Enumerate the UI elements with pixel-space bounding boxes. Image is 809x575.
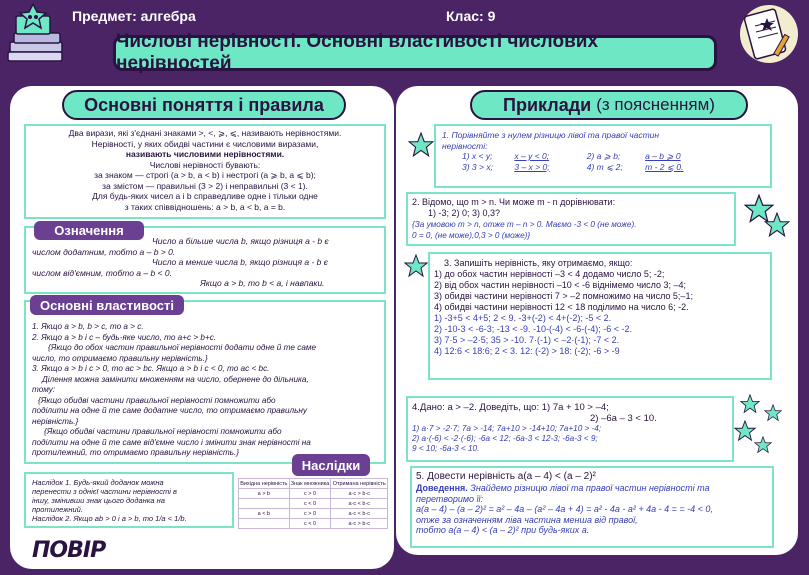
top-bar: [0, 0, 809, 34]
properties-tag: Основні властивості: [30, 295, 184, 315]
consequence-line: перенести з однієї частини нерівності в: [32, 487, 177, 496]
example-4-line: 4.Дано: a > –2. Доведіть, що: 1) 7a + 10 > –4;: [412, 402, 609, 413]
properties-box: [24, 300, 386, 464]
example-1-item: 2) a ⩾ b;: [586, 151, 621, 161]
example-2-solution: {За умовою m > n, отже m – n > 0. Маємо -3 < 0 (не може).: [412, 220, 637, 229]
example-3-solution: 4) 12:6 < 18:6; 2 < 3. 12: (-2) > 18: (-2); -6 > -9: [434, 346, 620, 356]
intro-line: за знаком — строгі (a > b, a < b) і нестрогі (a ⩾ b, a ⩽ b);: [94, 170, 316, 180]
intro-line: Нерівності, у яких обидві частини є числовими виразами,: [91, 138, 319, 149]
example-5-line: [416, 483, 768, 494]
definition-line: Число a менше числа b, якщо різниця a - b є: [152, 257, 328, 267]
property-line: 3. Якщо a > b i c > 0, то ac > bc. Якщо a > b i c < 0, то ac < bc.: [32, 364, 270, 373]
example-3-solution: 1) -3+5 < 4+5; 2 < 9. -3+(-2) < 4+(-2); -5 < 2.: [434, 313, 612, 323]
examples-heading: [470, 90, 748, 120]
definition-line: Число a більше числа b, якщо різниця a - b є: [152, 236, 329, 246]
definition-line: числом додатним, тобто a – b > 0.: [32, 246, 176, 257]
example-4-solution: 2) a·(-6) < -2·(-6); -6a < 12; -6a-3 < 12-3; -6a-3 < 9;: [412, 434, 598, 443]
property-line: 1. Якщо a > b, b > c, то a > c.: [32, 322, 144, 331]
intro-line: Для будь-яких чисел a і b справедливе одне і тільки одне: [92, 191, 318, 201]
table-cell: a > b: [239, 489, 290, 499]
consequence-line: протилежний.: [32, 505, 83, 514]
table-cell: a·c > b·c: [331, 489, 388, 499]
proof-label: Доведення.: [416, 483, 468, 493]
example-3-line: 3. Запишіть нерівність, яку отримаємо, якщо:: [444, 258, 633, 268]
example-1-answer: 3 – x > 0;: [514, 161, 550, 172]
star-icon: [740, 394, 760, 414]
table-cell: c > 0: [289, 489, 331, 499]
property-line: тому:: [32, 385, 56, 394]
property-line: число, то отримаємо правильну нерівність.}: [32, 353, 208, 363]
property-line: {Якщо до обох частин правильної нерівності додати одне й те саме: [48, 343, 317, 352]
example-5-line: отже за означенням ліва частина менша від правої,: [416, 514, 638, 525]
table-cell: a·c > b·c: [331, 519, 388, 529]
star-icon: [754, 436, 772, 454]
example-1-line: нерівності:: [442, 140, 488, 151]
example-3-box: [428, 252, 772, 380]
example-5-line: перетворимо її:: [416, 493, 484, 504]
consequence-line: Наслідок 1. Будь-який доданок можна: [32, 478, 164, 487]
table-cell: a·c < b·c: [331, 509, 388, 519]
example-1-row: [442, 162, 764, 173]
table-cell: c > 0: [289, 509, 331, 519]
intro-box: [24, 124, 386, 219]
table-cell: [239, 499, 290, 509]
example-2-line: 2. Відомо, що m > n. Чи може m - n дорівнювати:: [412, 197, 616, 207]
property-line: поділити на одне й те саме додатне число, то отримаємо правильну: [32, 406, 308, 415]
table-header: Отримана нерівність: [332, 480, 386, 487]
example-5-line: a(a – 4) – (a – 2)² = a² – 4a – (a² – 4a + 4) = a² - 4a - a² + 4a - 4 = = -4 < 0,: [416, 504, 713, 514]
example-1-item: 4) m ⩽ 2;: [586, 161, 623, 172]
property-line: поділити на одне й те саме від'ємне число і змінити знак нерівності на: [32, 437, 311, 447]
table-cell: [239, 519, 290, 529]
example-1-answer: m - 2 ⩽ 0.: [645, 161, 684, 172]
table-row: [239, 499, 388, 509]
consequences-box: [24, 472, 234, 528]
star-icon: [764, 404, 782, 422]
star-icon: [764, 212, 790, 238]
property-line: нерівність.}: [32, 416, 79, 426]
table-cell: a·c < b·c: [331, 499, 388, 509]
definition-tag: Означення: [34, 221, 144, 240]
example-5-line: тобто a(a – 4) < (a – 2)² при будь-яких a.: [416, 525, 590, 535]
intro-line: Два вирази, які з'єднані знаками >, <, ⩾, ⩽, називають нерівностями.: [68, 128, 342, 138]
class-label: Клас: 9: [446, 8, 496, 24]
table-cell: a < b: [239, 509, 290, 519]
clipboard-illustration: [735, 4, 799, 64]
consequence-line: іншу, змінивши знак цього доданка на: [32, 496, 165, 505]
example-3-line: 1) до обох частин нерівності –3 < 4 додамо число 5; -2;: [434, 269, 665, 279]
example-4-line: 2) –6a – 3 < 10.: [590, 413, 657, 424]
table-row: [239, 509, 388, 519]
example-4-box: [406, 396, 734, 462]
table-cell: c < 0: [289, 499, 331, 509]
example-3-line: 4) обидві частини нерівності 12 < 18 поділимо на число 6; -2.: [434, 302, 689, 312]
table-row: [239, 489, 388, 499]
table-cell: c < 0: [289, 519, 331, 529]
property-line: {Якщо обидві частини правильної нерівності помножити або: [44, 427, 282, 436]
table-header: Знак множника: [290, 480, 330, 487]
example-1-item: 3) 3 > x;: [462, 161, 493, 172]
example-2-box: [406, 192, 736, 246]
example-3-line: 3) обидві частини нерівності 7 > –2 помножимо на число 5;–1;: [434, 291, 693, 301]
star-icon: [408, 132, 434, 158]
intro-line: з таких співвідношень: a > b, a < b, a = b.: [124, 201, 286, 212]
property-line: Ділення можна замінити множенням на число, обернене до дільника,: [42, 374, 309, 384]
example-2-solution: 0 = 0, (не може),0,3 > 0 (може)}: [412, 231, 531, 240]
sign-table: [238, 478, 388, 529]
intro-line: називають числовими нерівностями.: [125, 149, 285, 159]
intro-line: за змістом — правильні (3 > 2) і неправильні (3 < 1).: [102, 180, 308, 191]
example-1-answer: a – b ⩾ 0: [645, 151, 681, 161]
examples-heading-main: Приклади: [503, 94, 592, 115]
example-4-solution: 1) a·7 > -2·7; 7a > -14; 7a+10 > -14+10; 7a+10 > -4;: [412, 424, 602, 433]
star-icon: [734, 420, 756, 442]
star-icon: [404, 254, 428, 278]
example-4-solution: 9 < 10; -6a-3 < 10.: [412, 444, 480, 453]
example-5-box: [410, 466, 774, 548]
property-line: {Якщо обидві частини правильної нерівності помножити або: [38, 395, 276, 405]
consequences-tag: Наслідки: [292, 454, 370, 476]
consequence-line: Наслідок 2. Якщо ab > 0 і a > b, то 1/a < 1/b.: [32, 514, 187, 523]
example-1-line: 1. Порівняйте з нулем різницю лівої та правої частин: [442, 130, 660, 140]
books-illustration: [6, 2, 66, 64]
examples-heading-sub: (з поясненням): [596, 95, 715, 114]
rules-heading: Основні поняття і правила: [62, 90, 346, 120]
intro-line: Числові нерівності бувають:: [149, 159, 261, 170]
example-5-title: 5. Довести нерівність a(a – 4) < (a – 2)²: [416, 471, 596, 482]
example-1-row: [442, 151, 764, 162]
example-1-item: 1) x < y;: [462, 151, 493, 161]
brand-logo: ПОВІР: [32, 538, 106, 563]
example-1-box: [434, 124, 772, 188]
example-3-solution: 2) -10-3 < -6-3; -13 < -9. -10-(-4) < -6-(-4); -6 < -2.: [434, 324, 633, 334]
example-3-solution: 3) 7·5 > –2·5; 35 > -10. 7·(-1) < –2·(-1); -7 < 2.: [434, 335, 620, 345]
subject-label: Предмет: алгебра: [72, 8, 196, 24]
property-line: 2. Якщо a > b i c – будь-яке число, то a+c > b+c.: [32, 332, 217, 342]
page-title: Числові нерівності. Основні властивості числових нерівностей: [113, 35, 717, 71]
definition-line: числом від'ємним, тобто a – b < 0.: [32, 267, 172, 278]
example-5-text: Знайдемо різницю лівої та правої частин нерівності та: [470, 483, 710, 493]
property-line: протилежний, то отримаємо правильну нерівність.}: [32, 448, 239, 457]
example-3-line: 2) від обох частин нерівності –10 < -6 віднімемо число 3; –4;: [434, 280, 687, 290]
definition-line: Якщо a > b, то b < a, і навпаки.: [200, 278, 325, 288]
table-header: Вихідна нерівність: [240, 480, 288, 487]
table-row: [239, 519, 388, 529]
example-1-answer: x – y < 0;: [514, 151, 550, 161]
example-2-line: 1) -3; 2) 0; 3) 0,3?: [428, 208, 501, 218]
